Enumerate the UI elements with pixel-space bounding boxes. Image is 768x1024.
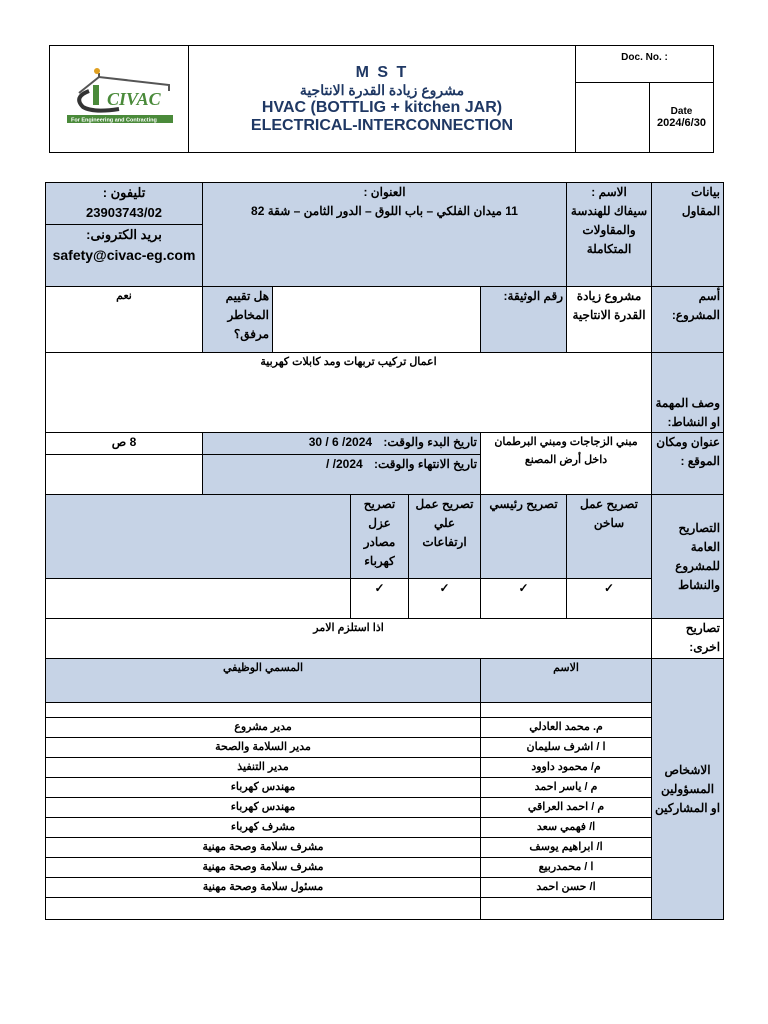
title-header: المسمي الوظيفي	[46, 659, 481, 703]
phone-label: تليفون :	[102, 185, 146, 200]
people-label: الاشخاص المسؤولين او المشاركين	[652, 659, 724, 920]
doc-number-value	[273, 287, 481, 353]
end-time	[46, 455, 203, 495]
person-name: ا / اشرف سليمان	[481, 738, 652, 758]
title-line2: ELECTRICAL-INTERCONNECTION	[250, 116, 514, 134]
email-label: بريد الكترونى:	[86, 227, 162, 242]
people-spacer	[481, 703, 652, 718]
contractor-address-cell	[203, 183, 567, 287]
doc-number-label: رقم الوثيقة:	[481, 287, 567, 353]
check-blank	[46, 579, 351, 619]
people-spacer	[46, 703, 481, 718]
end-date-value: / /2024	[325, 457, 363, 471]
start-time: 8 ص	[46, 433, 203, 455]
permit-hot-work: تصريح عمل ساخن	[567, 495, 652, 579]
phone-cell	[46, 183, 203, 225]
permit-electrical-isolation: تصريح عزل مصادر كهرباء	[351, 495, 409, 579]
contractor-address: 11 ميدان الفلكي – باب اللوق – الدور الثامن – شقة 82	[251, 204, 518, 218]
person-title: مشرف كهرباء	[46, 818, 481, 838]
doc-no-label: Doc. No. :	[576, 46, 714, 83]
date-value: 2024/6/30	[657, 117, 706, 129]
title-line1: HVAC (BOTTLIG + kitchen JAR)	[261, 98, 503, 116]
person-title: مدير مشروع	[46, 718, 481, 738]
blank-cell	[576, 83, 650, 153]
name-label: الاسم :	[591, 185, 627, 199]
risk-value: نعم	[46, 287, 203, 353]
name-header: الاسم	[481, 659, 652, 703]
person-name: ا/ فهمي سعد	[481, 818, 652, 838]
person-title: مدير التنفيذ	[46, 758, 481, 778]
permit-main: تصريح رئيسي	[481, 495, 567, 579]
contractor-name: سيفاك للهندسة والمقاولات المتكاملة	[570, 204, 648, 256]
permit-blank	[46, 495, 351, 579]
site-value: مبني الزجاجات ومبني البرطمان داخل أرض المصنع	[481, 433, 652, 495]
permits-label: التصاريح العامة للمشروع والنشاط	[652, 495, 724, 619]
person-title: مهندس كهرباء	[46, 778, 481, 798]
svg-text:CIVAC: CIVAC	[107, 88, 161, 109]
person-title: مشرف سلامة وصحة مهنية	[46, 838, 481, 858]
email-value: safety@civac-eg.com	[52, 247, 196, 263]
contractor-name-cell	[567, 183, 652, 287]
email-cell	[46, 225, 203, 287]
risk-label: هل تقييم المخاطر مرفق؟	[203, 287, 273, 353]
company-name: M S T	[355, 63, 409, 81]
contractor-label: بيانات المقاول	[652, 183, 724, 287]
end-date-label: تاريخ الانتهاء والوقت:	[374, 457, 478, 471]
address-label: العنوان :	[363, 185, 406, 199]
person-title: مسئول سلامة وصحة مهنية	[46, 878, 481, 898]
person-title: مدير السلامة والصحة	[46, 738, 481, 758]
person-name: ا/ ابراهيم يوسف	[481, 838, 652, 858]
person-title: مهندس كهرباء	[46, 798, 481, 818]
person-name: ا/ حسن احمد	[481, 878, 652, 898]
check-main: ✓	[481, 579, 567, 619]
site-label: عنوان ومكان الموقع :	[652, 433, 724, 495]
person-name: ا / محمدربيع	[481, 858, 652, 878]
empty-name	[481, 898, 652, 920]
person-name: م / احمد العراقي	[481, 798, 652, 818]
date-label: Date	[670, 106, 693, 117]
check-hot-work: ✓	[567, 579, 652, 619]
start-date-value: 30 / 6 /2024	[308, 435, 373, 449]
other-permits-value: اذا استلزم الامر	[46, 619, 652, 659]
start-date-label: تاريخ البدء والوقت:	[383, 435, 478, 449]
logo-cell	[50, 46, 189, 153]
project-label: أسم المشروع:	[652, 287, 724, 353]
person-title: مشرف سلامة وصحة مهنية	[46, 858, 481, 878]
empty-title	[46, 898, 481, 920]
task-value: اعمال تركيب تربهات ومد كابلات كهربية	[46, 353, 652, 433]
project-name: مشروع زيادة القدرة الانتاجية	[567, 287, 652, 353]
project-title-ar: مشروع زيادة القدرة الانتاجية	[299, 81, 465, 98]
task-label: وصف المهمة او النشاط:	[652, 353, 724, 433]
other-permits-label: تصاريح اخرى:	[652, 619, 724, 659]
permit-form	[45, 182, 724, 920]
document-header	[49, 45, 714, 153]
check-electrical-isolation: ✓	[351, 579, 409, 619]
person-name: م/ محمود داوود	[481, 758, 652, 778]
start-date-cell	[203, 433, 481, 455]
check-height: ✓	[409, 579, 481, 619]
permit-height: تصريح عمل علي ارتفاعات	[409, 495, 481, 579]
date-cell	[650, 83, 714, 153]
person-name: م / ياسر احمد	[481, 778, 652, 798]
person-name: م. محمد العادلي	[481, 718, 652, 738]
phone-value: 23903743/02	[86, 205, 162, 220]
title-cell	[189, 46, 576, 153]
end-date-cell	[203, 455, 481, 495]
company-logo	[59, 63, 179, 131]
svg-text:For Engineering and Contractin: For Engineering and Contracting	[71, 117, 157, 123]
